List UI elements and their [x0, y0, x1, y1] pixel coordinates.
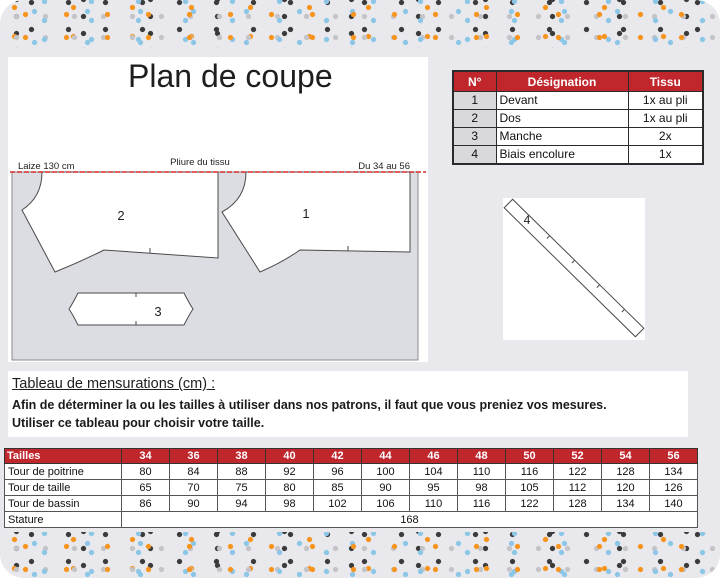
measurement-cell: 122 [554, 464, 602, 480]
measurement-cell: 112 [554, 480, 602, 496]
piece-number: 2 [453, 110, 496, 128]
piece-fabric: 1x au pli [628, 110, 703, 128]
size-header: 44 [362, 449, 410, 464]
size-header: 56 [650, 449, 698, 464]
size-table [4, 448, 698, 528]
fold-label: Pliure du tissu [170, 157, 230, 168]
header-sizes-label: Tailles [5, 449, 122, 464]
piece-label-bias: 4 [523, 213, 531, 227]
fabric-width-label: Laize 130 cm [18, 161, 75, 172]
measurement-cell: 86 [122, 496, 170, 512]
page-title: Plan de coupe [128, 58, 333, 94]
header-fabric: Tissu [628, 71, 703, 92]
measurement-cell: 106 [362, 496, 410, 512]
table-row-stature [5, 512, 698, 528]
stature-value: 168 [122, 512, 698, 528]
piece-designation: Manche [496, 128, 628, 146]
measurement-cell: 95 [410, 480, 458, 496]
row-label: Tour de bassin [5, 496, 122, 512]
measurement-cell: 70 [170, 480, 218, 496]
measurement-cell: 75 [218, 480, 266, 496]
measurement-cell: 80 [266, 480, 314, 496]
piece-fabric: 1x [628, 146, 703, 165]
bias-strip-diagram [503, 198, 645, 340]
piece-number: 3 [453, 128, 496, 146]
piece-designation: Biais encolure [496, 146, 628, 165]
size-range-label: Du 34 au 56 [358, 161, 410, 172]
cutting-layout-diagram [8, 57, 428, 362]
dots-decoration-bottom [0, 532, 720, 578]
table-row [453, 146, 703, 165]
piece-label-sleeve: 3 [154, 304, 162, 319]
measurement-cell: 110 [458, 464, 506, 480]
bias-strip-panel [503, 198, 645, 340]
measurement-cell: 105 [506, 480, 554, 496]
measurement-cell: 110 [410, 496, 458, 512]
measurement-cell: 65 [122, 480, 170, 496]
size-header: 50 [506, 449, 554, 464]
pieces-table [452, 70, 704, 165]
row-label: Tour de taille [5, 480, 122, 496]
piece-designation: Devant [496, 92, 628, 110]
measurements-intro-panel [8, 371, 688, 437]
size-header: 48 [458, 449, 506, 464]
table-row [5, 464, 698, 480]
measurement-cell: 134 [650, 464, 698, 480]
pattern-piece-sleeve [69, 293, 193, 325]
size-header: 36 [170, 449, 218, 464]
piece-number: 1 [453, 92, 496, 110]
measurements-heading: Tableau de mensurations (cm) : [12, 376, 216, 392]
measurement-cell: 80 [122, 464, 170, 480]
measurement-cell: 128 [554, 496, 602, 512]
measurement-cell: 98 [266, 496, 314, 512]
row-label: Stature [5, 512, 122, 528]
piece-designation: Dos [496, 110, 628, 128]
measurement-cell: 126 [650, 480, 698, 496]
piece-fabric: 1x au pli [628, 92, 703, 110]
cutting-layout-panel [8, 57, 428, 362]
size-header: 38 [218, 449, 266, 464]
measurement-cell: 140 [650, 496, 698, 512]
size-header: 42 [314, 449, 362, 464]
measurement-cell: 96 [314, 464, 362, 480]
size-header: 34 [122, 449, 170, 464]
table-row [5, 480, 698, 496]
table-row [453, 128, 703, 146]
piece-number: 4 [453, 146, 496, 165]
header-designation: Désignation [496, 71, 628, 92]
piece-label-back: 2 [117, 208, 125, 223]
measurement-cell: 134 [602, 496, 650, 512]
header-number: N° [453, 71, 496, 92]
measurement-cell: 104 [410, 464, 458, 480]
measurement-cell: 90 [362, 480, 410, 496]
size-header: 46 [410, 449, 458, 464]
size-header: 40 [266, 449, 314, 464]
measurement-cell: 116 [458, 496, 506, 512]
piece-label-front: 1 [302, 206, 310, 221]
row-label: Tour de poitrine [5, 464, 122, 480]
measurement-cell: 92 [266, 464, 314, 480]
size-header: 54 [602, 449, 650, 464]
dots-decoration-top [0, 0, 720, 48]
table-row [5, 496, 698, 512]
measurement-cell: 98 [458, 480, 506, 496]
measurement-cell: 116 [506, 464, 554, 480]
measurement-cell: 100 [362, 464, 410, 480]
measurement-cell: 94 [218, 496, 266, 512]
measurement-cell: 120 [602, 480, 650, 496]
size-table-header [5, 449, 698, 464]
measurement-cell: 122 [506, 496, 554, 512]
measurement-cell: 85 [314, 480, 362, 496]
table-row [453, 92, 703, 110]
measurement-cell: 84 [170, 464, 218, 480]
measurement-cell: 128 [602, 464, 650, 480]
measurement-cell: 90 [170, 496, 218, 512]
measurement-cell: 88 [218, 464, 266, 480]
measurements-instruction: Utiliser ce tableau pour choisir votre taille. [12, 416, 265, 430]
measurement-cell: 102 [314, 496, 362, 512]
measurements-instruction: Afin de déterminer la ou les tailles à utiliser dans nos patrons, il faut que vous preniez vos mesures. [12, 398, 607, 412]
size-header: 52 [554, 449, 602, 464]
piece-fabric: 2x [628, 128, 703, 146]
pieces-table-header [453, 71, 703, 92]
table-row [453, 110, 703, 128]
